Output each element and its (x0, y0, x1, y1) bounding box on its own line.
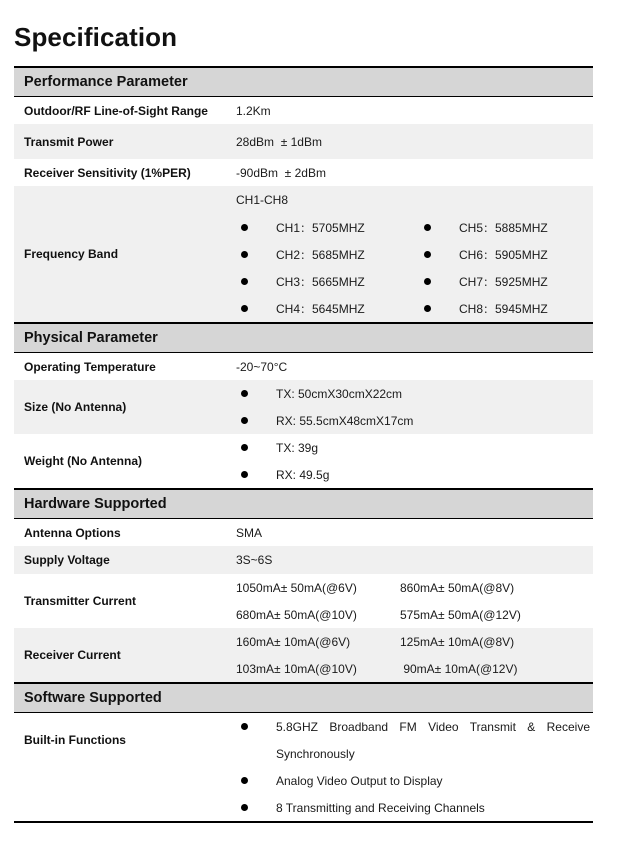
list-item: TX: 50cmX30cmX22cm (236, 380, 593, 407)
spec-value: -90dBm ± 2dBm (236, 165, 326, 180)
spec-table (14, 66, 593, 823)
spec-value: -20~70°C (236, 359, 288, 374)
spec-value: 3S~6S (236, 553, 273, 567)
list-item: 5.8GHZ Broadband FM Video Transmit & Receive (236, 713, 593, 740)
spec-value: 1.2Km (236, 103, 271, 118)
spec-label: Transmitter Current (24, 594, 137, 608)
spec-row-antenna-options (14, 519, 593, 546)
current-value: 160mA± 10mA(@6V) (236, 634, 351, 649)
channel-item: CH5：5885MHZ (419, 214, 593, 241)
channel-item: CH4：5645MHZ (236, 295, 419, 322)
bullet-icon (241, 444, 248, 451)
list-item: TX: 39g (236, 434, 593, 461)
spec-label: Antenna Options (24, 525, 121, 540)
list-item-continuation: Synchronously (276, 746, 355, 761)
spec-label: Transmit Power (24, 134, 114, 149)
bullet-icon (241, 305, 248, 312)
spec-row-operating-temperature (14, 353, 593, 380)
channel-item: CH1：5705MHZ (236, 214, 419, 241)
list-item: RX: 55.5cmX48cmX17cm (236, 407, 593, 434)
spec-row-receiver-sensitivity (14, 159, 593, 186)
list-item: RX: 49.5g (236, 461, 593, 488)
spec-label: Receiver Sensitivity (1%PER) (24, 165, 191, 180)
spec-row-weight (14, 434, 593, 488)
current-value: 575mA± 50mA(@12V) (400, 607, 521, 622)
bullet-icon (241, 251, 248, 258)
spec-row-transmit-power (14, 124, 593, 159)
page-title: Specification (14, 22, 178, 52)
bullet-icon (241, 777, 248, 784)
current-value: 103mA± 10mA(@10V) (236, 661, 357, 676)
current-value: 125mA± 10mA(@8V) (400, 634, 515, 649)
spec-row-transmitter-current (14, 574, 593, 628)
bullet-icon (424, 305, 431, 312)
spec-value: SMA (236, 525, 263, 540)
spec-label: Receiver Current (24, 648, 121, 662)
list-item: Analog Video Output to Display (236, 767, 593, 794)
spec-row-size (14, 380, 593, 434)
spec-row-receiver-current (14, 628, 593, 682)
channel-item: CH7：5925MHZ (419, 268, 593, 295)
bullet-icon (424, 251, 431, 258)
spec-row-built-in-functions (14, 713, 593, 821)
bullet-icon (241, 723, 248, 730)
bullet-icon (241, 224, 248, 231)
bullet-icon (241, 804, 248, 811)
spec-label: Weight (No Antenna) (24, 454, 142, 468)
spec-label: Size (No Antenna) (24, 400, 127, 414)
channel-list (236, 214, 593, 322)
section-heading-physical: Physical Parameter (14, 322, 593, 353)
bullet-icon (241, 278, 248, 285)
section-heading-software: Software Supported (14, 682, 593, 713)
bullet-icon (424, 224, 431, 231)
current-value: 90mA± 10mA(@12V) (400, 661, 518, 676)
spec-label: Operating Temperature (24, 359, 156, 374)
bullet-icon (241, 390, 248, 397)
bullet-icon (241, 417, 248, 424)
bullet-icon (241, 471, 248, 478)
spec-row-frequency-band (14, 186, 593, 322)
spec-value: 28dBm ± 1dBm (236, 134, 322, 149)
spec-label: Built-in Functions (24, 733, 126, 747)
channel-item: CH8：5945MHZ (419, 295, 593, 322)
spec-value: CH1-CH8 (236, 193, 289, 207)
current-value: 680mA± 50mA(@10V) (236, 607, 357, 622)
spec-row-range (14, 97, 593, 124)
channel-item: CH2：5685MHZ (236, 241, 419, 268)
section-heading-performance: Performance Parameter (14, 68, 593, 97)
section-heading-hardware: Hardware Supported (14, 488, 593, 519)
current-value: 860mA± 50mA(@8V) (400, 580, 515, 595)
list-item: 8 Transmitting and Receiving Channels (236, 794, 593, 821)
spec-label: Supply Voltage (24, 553, 110, 567)
bullet-icon (424, 278, 431, 285)
current-value: 1050mA± 50mA(@6V) (236, 580, 357, 595)
channel-item: CH3：5665MHZ (236, 268, 419, 295)
spec-label: Frequency Band (24, 247, 119, 261)
spec-row-supply-voltage (14, 546, 593, 574)
spec-label: Outdoor/RF Line-of-Sight Range (24, 103, 208, 118)
channel-item: CH6：5905MHZ (419, 241, 593, 268)
